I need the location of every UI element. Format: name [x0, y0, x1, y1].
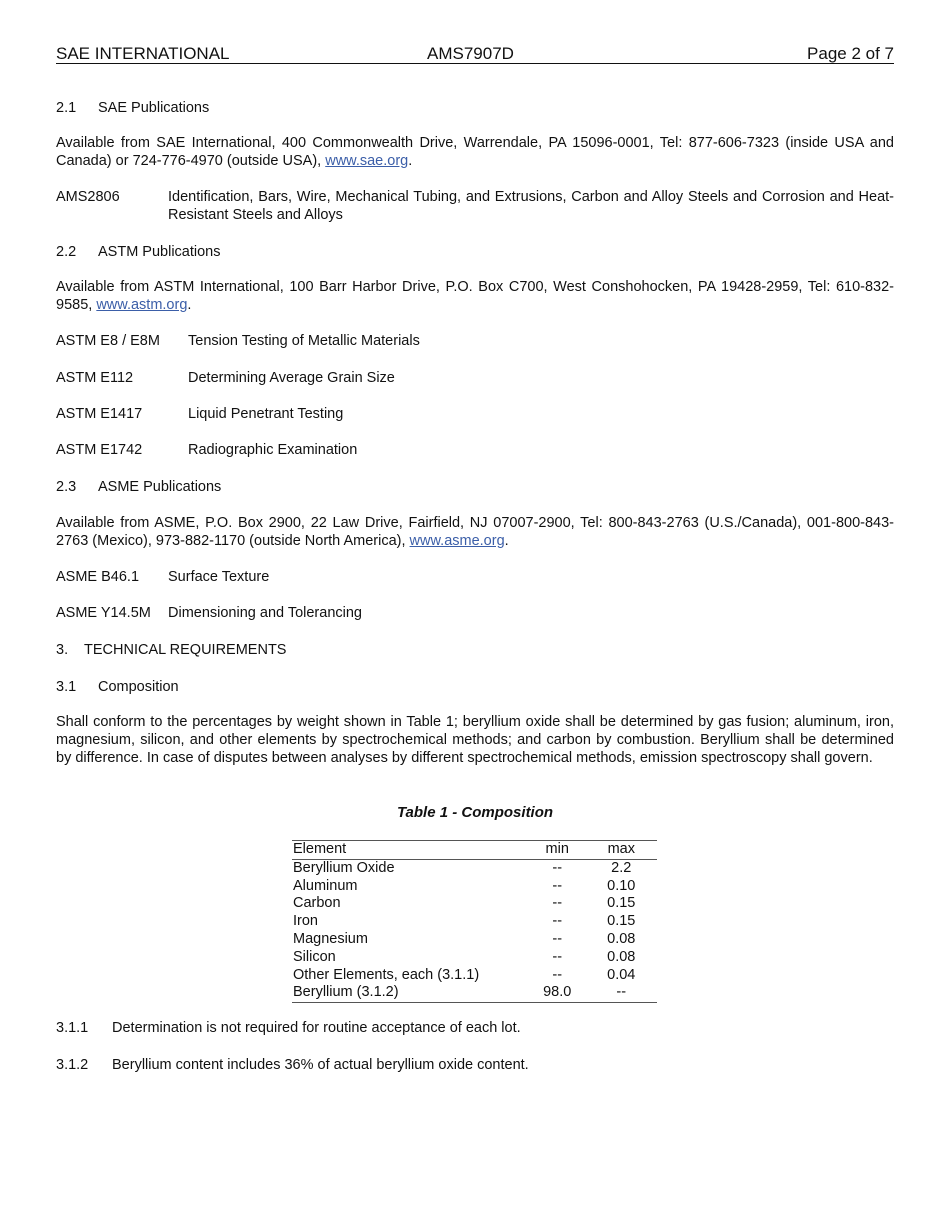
reference-item: [56, 370, 894, 388]
asme-website-link[interactable]: www.asme.org: [409, 532, 505, 549]
note-3-1-2: [56, 1057, 894, 1075]
table-row: [292, 895, 657, 913]
min-cell: 98.0: [529, 984, 585, 1002]
table-caption: Table 1 - Composition: [396, 804, 554, 821]
table-row: [292, 931, 657, 949]
reference-item: [56, 442, 894, 460]
column-header-max: max: [585, 841, 657, 860]
section-title: ASME Publications: [98, 479, 222, 495]
section-title: TECHNICAL REQUIREMENTS: [84, 642, 287, 658]
section-3-1-body: Shall conform to the percentages by weight shown in Table 1; beryllium oxide shall be determined by gas fusion; aluminum, iron, magnesium, silicon, and other elements by spectrochemical methods; and carbon by combustion. Beryllium shall be determined by difference. In case of disputes between analyses by different spectrochemical methods, emission spectroscopy shall govern.: [56, 714, 894, 766]
availability-period: .: [504, 532, 509, 549]
section-number: 2.2: [56, 244, 77, 260]
element-cell: Beryllium (3.1.2): [292, 984, 529, 1002]
reference-item: [56, 333, 894, 351]
reference-item: [56, 189, 894, 225]
table-row: [292, 859, 657, 877]
min-cell: --: [552, 859, 563, 876]
header-doc-number: AMS7907D: [427, 44, 514, 63]
section-2-2-heading: [56, 243, 221, 261]
header-page-number: Page 2 of 7: [807, 44, 894, 63]
note-number: 3.1.1: [56, 1020, 89, 1036]
section-number: 2.3: [56, 479, 77, 495]
availability-text: Available from ASTM International, 100 Barr Harbor Drive, P.O. Box C700, West Conshohocken, PA 19428-2959, Tel: 610-832-9585,: [56, 279, 894, 313]
availability-period: .: [187, 296, 192, 313]
element-cell: Aluminum: [293, 877, 358, 894]
element-cell: Beryllium Oxide: [293, 859, 395, 876]
table-row: [292, 878, 657, 896]
reference-code: ASTM E1742: [56, 442, 143, 458]
availability-text: Available from ASME, P.O. Box 2900, 22 Law Drive, Fairfield, NJ 07007-2900, Tel: 800-843-2763 (U.S./Canada), 001-800-843-2763 (Mexico), 973-882-1170 (outside North America),: [56, 515, 894, 549]
max-cell: 0.08: [607, 948, 636, 965]
availability-text: Available from SAE International, 400 Commonwealth Drive, Warrendale, PA 15096-0001, Tel: 877-606-7323 (inside USA and Canada) or 724-776-4970 (outside USA),: [56, 135, 894, 169]
reference-code: AMS2806: [56, 189, 120, 205]
table-row: [292, 949, 657, 967]
reference-description: Dimensioning and Tolerancing: [168, 605, 362, 621]
element-cell: Magnesium: [293, 930, 368, 947]
min-cell: --: [552, 948, 563, 965]
section-3-heading: [56, 641, 286, 659]
note-3-1-1: [56, 1020, 894, 1038]
table-row: [292, 984, 657, 1002]
reference-description: Surface Texture: [168, 569, 270, 585]
reference-description: Tension Testing of Metallic Materials: [188, 333, 420, 349]
column-header-min: min: [529, 841, 585, 860]
element-cell: Iron: [293, 913, 318, 930]
reference-description: Liquid Penetrant Testing: [188, 406, 344, 422]
section-title: ASTM Publications: [98, 244, 221, 260]
max-cell: 2.2: [611, 859, 632, 876]
max-cell: 0.10: [607, 877, 636, 894]
reference-code: ASME B46.1: [56, 569, 140, 585]
column-header-element: Element: [292, 841, 529, 860]
max-cell: 0.08: [607, 930, 636, 947]
element-cell: Carbon: [293, 895, 341, 912]
section-number: 3.1: [56, 679, 77, 695]
header-rule: [56, 63, 894, 64]
section-2-1-availability: [56, 135, 894, 171]
table-header-row: [292, 841, 657, 860]
section-2-2-availability: [56, 279, 894, 315]
min-cell: --: [552, 930, 563, 947]
reference-code: ASTM E8 / E8M: [56, 333, 160, 349]
min-cell: --: [552, 913, 563, 930]
table-row: [292, 913, 657, 931]
section-2-3-heading: [56, 478, 221, 496]
header-org: SAE INTERNATIONAL: [56, 44, 230, 63]
element-cell: Other Elements, each (3.1.1): [293, 966, 480, 983]
element-cell: Silicon: [293, 948, 336, 965]
reference-description: Determining Average Grain Size: [188, 370, 395, 386]
composition-table: [292, 840, 657, 1003]
section-2-3-availability: [56, 515, 894, 551]
max-cell: --: [585, 984, 657, 1002]
section-title: Composition: [98, 679, 179, 695]
min-cell: --: [552, 895, 563, 912]
min-cell: --: [552, 877, 563, 894]
max-cell: 0.15: [607, 895, 636, 912]
reference-description: Radiographic Examination: [188, 442, 358, 458]
max-cell: 0.15: [607, 913, 636, 930]
reference-code: ASTM E1417: [56, 406, 143, 422]
section-number: 2.1: [56, 100, 77, 116]
section-number: 3.: [56, 642, 69, 658]
reference-code: ASME Y14.5M: [56, 605, 151, 621]
reference-item: [56, 406, 894, 424]
note-text: Beryllium content includes 36% of actual beryllium oxide content.: [112, 1057, 529, 1073]
section-2-1-heading: [56, 99, 209, 117]
note-number: 3.1.2: [56, 1057, 89, 1073]
reference-code: ASTM E112: [56, 370, 134, 386]
reference-description: Identification, Bars, Wire, Mechanical Tubing, and Extrusions, Carbon and Alloy Steels and Corrosion and Heat-Resistant Steels and Alloys: [168, 189, 894, 223]
max-cell: 0.04: [607, 966, 636, 983]
note-text: Determination is not required for routine acceptance of each lot.: [112, 1020, 521, 1036]
section-title: SAE Publications: [98, 100, 210, 116]
reference-item: [56, 605, 894, 623]
astm-website-link[interactable]: www.astm.org: [96, 296, 188, 313]
table-row: [292, 967, 657, 985]
reference-item: [56, 569, 894, 587]
sae-website-link[interactable]: www.sae.org: [325, 152, 409, 169]
availability-period: .: [408, 152, 413, 169]
min-cell: --: [552, 966, 563, 983]
section-3-1-heading: [56, 678, 179, 696]
